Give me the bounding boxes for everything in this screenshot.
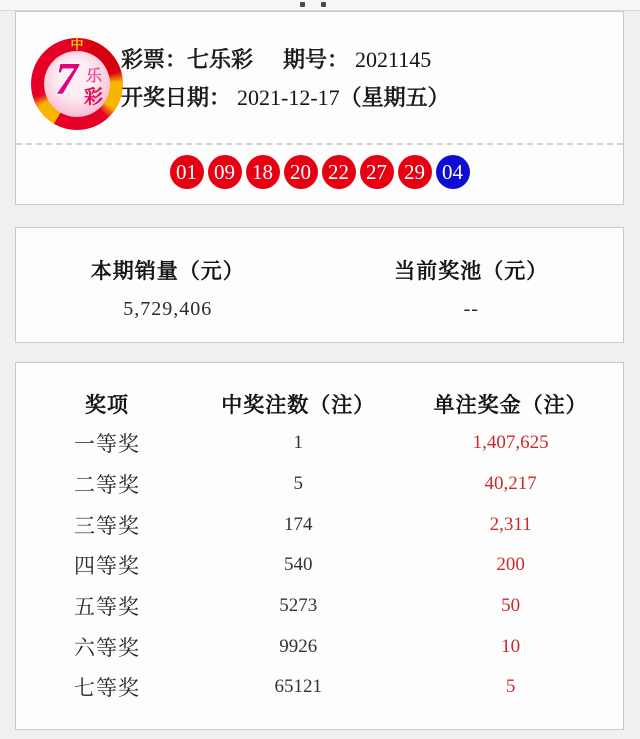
cropped-page-top — [0, 0, 640, 11]
lottery-ball-red: 01 — [170, 155, 204, 189]
logo-le-glyph: 乐 — [85, 68, 102, 85]
prize-amount: 2,311 — [489, 513, 532, 535]
issue-number: 2021145 — [355, 47, 432, 72]
prize-amount: 40,217 — [484, 473, 537, 495]
cropped-glyph-fragment — [321, 2, 326, 7]
prize-table-body — [16, 423, 623, 708]
draw-info-card — [15, 11, 624, 205]
logo-seven-glyph: 7 — [55, 53, 78, 104]
cropped-glyph-fragment — [300, 2, 305, 7]
sales-label: 本期销量（元） — [90, 260, 245, 283]
lottery-ball-red: 20 — [284, 155, 318, 189]
prize-table-row — [16, 586, 623, 627]
amount-col-header: 单注奖金（注） — [433, 394, 588, 417]
dashed-divider — [16, 143, 623, 145]
prize-table-row — [16, 545, 623, 586]
lottery-ball-blue: 04 — [436, 155, 470, 189]
prize-tier-name: 四等奖 — [74, 555, 141, 579]
prize-amount: 200 — [496, 554, 525, 576]
prize-table-row — [16, 626, 623, 667]
sales-value: 5,729,406 — [123, 298, 213, 320]
draw-date-line — [121, 83, 450, 113]
prize-winner-count: 540 — [283, 554, 313, 576]
lottery-ball-red: 09 — [208, 155, 242, 189]
prize-table-row — [16, 464, 623, 505]
prize-winner-count: 1 — [293, 432, 303, 454]
logo-zhong-glyph: 中 — [70, 37, 84, 52]
prize-amount: 10 — [501, 635, 521, 657]
prize-amount: 5 — [505, 676, 516, 698]
lottery-ball-red: 27 — [360, 155, 394, 189]
pool-value: -- — [463, 298, 479, 320]
pool-block — [320, 255, 624, 342]
prize-table — [16, 385, 623, 708]
count-col-header: 中奖注数（注） — [221, 394, 376, 417]
sales-block — [16, 255, 320, 342]
prize-tier-name: 一等奖 — [74, 433, 141, 457]
qilecai-logo-icon — [31, 38, 123, 130]
lottery-label: 彩票： — [121, 47, 188, 72]
prize-tier-name: 二等奖 — [74, 474, 141, 498]
prize-winner-count: 9926 — [279, 635, 318, 657]
prize-amount: 50 — [501, 595, 521, 617]
lottery-issue-line — [121, 45, 450, 75]
lottery-ball-red: 18 — [246, 155, 280, 189]
draw-date-label: 开奖日期： — [121, 85, 232, 110]
prize-winner-count: 174 — [283, 513, 313, 535]
pool-label: 当前奖池（元） — [394, 260, 549, 283]
prize-tier-name: 七等奖 — [74, 677, 141, 701]
draw-weekday: （星期五） — [339, 85, 450, 110]
prize-table-row — [16, 667, 623, 708]
sales-pool-card — [15, 227, 624, 343]
issue-label: 期号： — [283, 47, 350, 72]
prize-table-header — [16, 385, 623, 423]
prize-winner-count: 65121 — [274, 676, 322, 698]
prize-col-header: 奖项 — [85, 394, 130, 417]
prize-winner-count: 5273 — [279, 595, 318, 617]
prize-table-row — [16, 423, 623, 464]
prize-amount: 1,407,625 — [472, 432, 549, 454]
lottery-ball-red: 22 — [322, 155, 356, 189]
winning-numbers — [16, 155, 623, 189]
logo-cai-glyph: 彩 — [83, 87, 103, 108]
logo-inner-circle — [44, 51, 110, 117]
prize-table-card — [15, 362, 624, 730]
prize-table-row — [16, 504, 623, 545]
prize-winner-count: 5 — [293, 473, 303, 495]
prize-tier-name: 六等奖 — [74, 636, 141, 660]
prize-tier-name: 三等奖 — [74, 514, 141, 538]
lottery-ball-red: 29 — [398, 155, 432, 189]
prize-tier-name: 五等奖 — [74, 596, 141, 620]
lottery-name: 七乐彩 — [187, 47, 254, 72]
draw-header-text — [121, 45, 450, 113]
draw-date: 2021-12-17 — [237, 85, 340, 110]
